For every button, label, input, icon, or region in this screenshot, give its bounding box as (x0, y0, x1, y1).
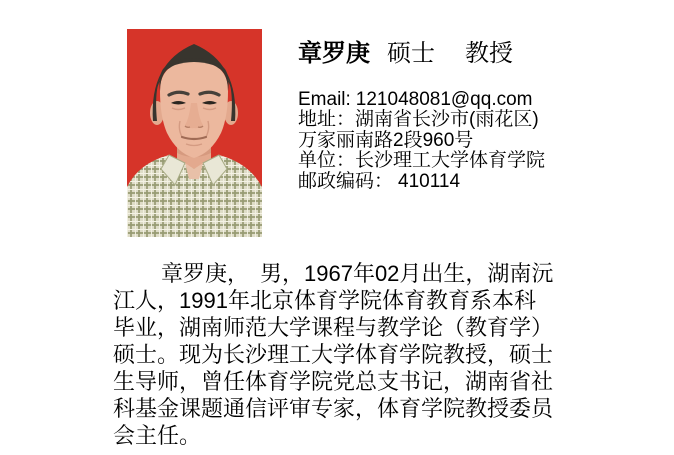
person-name: 章罗庚 (298, 40, 370, 67)
biography-line: 章罗庚， 男，1967年02月出生，湖南沅 (161, 261, 554, 286)
address-line (298, 110, 545, 130)
address-label: 地址： (298, 109, 356, 131)
biography-paragraph (113, 260, 553, 449)
email-value: 121048081@qq.com (355, 89, 533, 110)
biography-line: 硕士。现为长沙理工大学体育学院教授，硕士 (113, 342, 554, 367)
name-line (298, 41, 513, 67)
biography-line: 毕业，湖南师范大学课程与教学论（教育学） (113, 315, 554, 340)
email-label: Email: (298, 89, 351, 110)
portrait-illustration (127, 29, 262, 237)
job-title-label: 教授 (465, 40, 513, 67)
biography-line: 会主任。 (113, 423, 202, 448)
address-continuation-line (298, 131, 545, 151)
unit-value: 长沙理工大学体育学院 (355, 150, 546, 172)
biography-line: 生导师，曾任体育学院党总支书记，湖南省社 (113, 369, 554, 394)
degree-label: 硕士 (387, 40, 435, 67)
postal-label: 邮政编码： (298, 170, 394, 192)
email-line (298, 90, 545, 110)
address-value: 湖南省长沙市(雨花区) (355, 109, 539, 131)
unit-line (298, 151, 545, 171)
biography-line: 江人，1991年北京体育学院体育教育系本科 (113, 288, 536, 313)
postal-line (298, 172, 545, 192)
contact-block (298, 90, 545, 192)
postal-value: 410114 (398, 170, 461, 192)
address-value-continued: 万家丽南路2段960号 (298, 129, 474, 151)
biography-line: 科基金课题通信评审专家，体育学院教授委员 (113, 396, 554, 421)
unit-label: 单位： (298, 150, 356, 172)
portrait-photo (127, 29, 262, 237)
